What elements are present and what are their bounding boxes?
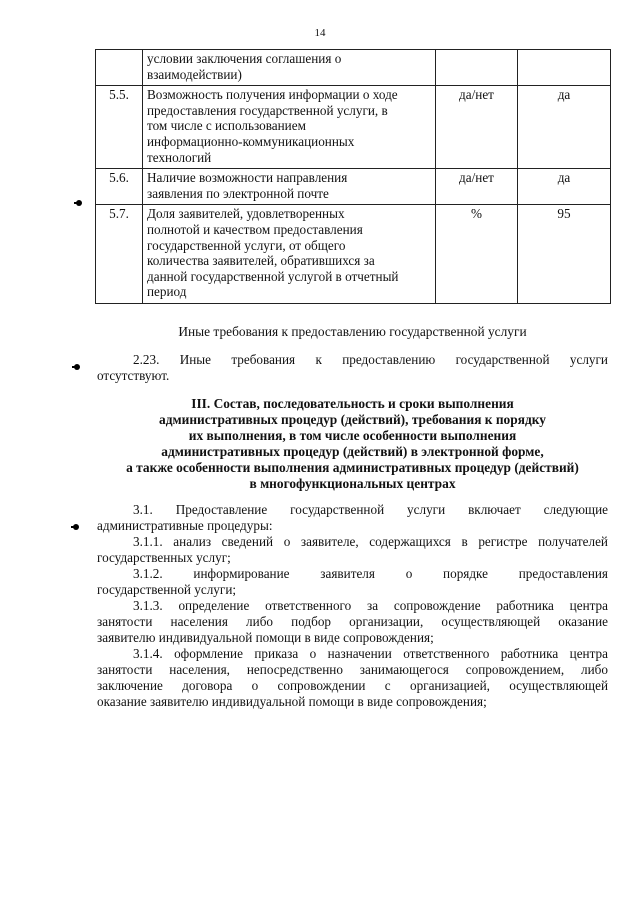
para-line: 3.1.1. анализ сведений о заявителе, содержащихся в регистре получателей	[133, 534, 608, 549]
section-title-line: административных процедур (действий), требования к порядку	[159, 412, 546, 427]
page-number: 14	[314, 27, 326, 39]
description-line: Возможность получения информации о ходе	[147, 87, 398, 103]
section-title	[95, 396, 610, 492]
row-description	[143, 169, 436, 205]
description-line: государственной услуги, от общего	[147, 237, 346, 253]
para-line: оказание заявителю индивидуальной помощи в виде сопровождения;	[97, 694, 487, 709]
section-title-line: III. Состав, последовательность и сроки выполнения	[191, 396, 514, 411]
description-line: заявления по электронной почте	[147, 185, 329, 201]
description-line: данной государственной услугой в отчетный	[147, 268, 399, 284]
row-number: 5.5.	[96, 86, 143, 169]
row-value	[518, 50, 611, 86]
paragraph-3-1	[97, 502, 608, 710]
margin-mark-3	[73, 524, 79, 530]
row-number: 5.6.	[96, 169, 143, 205]
para-line: заявителю индивидуальной помощи в виде сопровождения;	[97, 630, 434, 645]
para-line: занятости населения, непосредственно занимающегося сопровождением, либо	[97, 662, 608, 677]
para-line: заключение договора о сопровождении с организацией, осуществляющей	[97, 678, 608, 693]
row-number: 5.7.	[96, 205, 143, 304]
description-line: Наличие возможности направления	[147, 170, 348, 186]
para-line: административные процедуры:	[97, 518, 273, 533]
para-line: государственной услуги;	[97, 582, 237, 597]
row-unit: да/нет	[436, 86, 518, 169]
section-title-line: их выполнения, в том числе особенности выполнения	[188, 428, 517, 443]
table-row	[96, 169, 611, 205]
para-line: 3.1.2. информирование заявителя о порядке предоставления	[133, 566, 608, 581]
row-number	[96, 50, 143, 86]
requirements-table	[95, 49, 611, 304]
row-value: 95	[518, 205, 611, 304]
row-unit	[436, 50, 518, 86]
description-line: период	[147, 284, 187, 300]
description-line: информационно-коммуникационных	[147, 133, 355, 149]
description-line: Доля заявителей, удовлетворенных	[147, 206, 345, 222]
subheading: Иные требования к предоставлению государственной услуги	[178, 324, 527, 339]
row-value: да	[518, 169, 611, 205]
section-title-line: а также особенности выполнения административных процедур (действий)	[126, 460, 579, 475]
section-title-line: административных процедур (действий) в электронной форме,	[161, 444, 544, 459]
para-line: 3.1.4. оформление приказа о назначении ответственного работника центра	[133, 646, 608, 661]
para-line: государственных услуг;	[97, 550, 231, 565]
para-line: занятости населения либо подбор организации, осуществляющей оказание	[97, 614, 608, 629]
table-row	[96, 86, 611, 169]
para-line: отсутствуют.	[97, 368, 170, 383]
section-title-line: в многофункциональных центрах	[249, 476, 456, 491]
margin-mark-1	[76, 200, 82, 206]
description-line: количества заявителей, обратившихся за	[147, 253, 375, 269]
description-line: том числе с использованием	[147, 118, 306, 134]
description-line: предоставления государственной услуги, в	[147, 102, 388, 118]
paragraph-2-23	[97, 352, 608, 384]
table-row	[96, 50, 611, 86]
description-line: полнотой и качеством предоставления	[147, 221, 363, 237]
row-description	[143, 205, 436, 304]
description-line: взаимодействии)	[147, 66, 242, 82]
table-row	[96, 205, 611, 304]
row-value: да	[518, 86, 611, 169]
para-line: 3.1. Предоставление государственной услуги включает следующие	[133, 502, 608, 517]
description-line: технологий	[147, 149, 212, 165]
row-unit: да/нет	[436, 169, 518, 205]
description-line: условии заключения соглашения о	[147, 51, 342, 66]
row-description	[143, 86, 436, 169]
row-description	[143, 50, 436, 86]
row-unit: %	[436, 205, 518, 304]
margin-mark-2	[74, 364, 80, 370]
para-line: 3.1.3. определение ответственного за сопровождение работника центра	[133, 598, 608, 613]
para-line: 2.23. Иные требования к предоставлению государственной услуги	[133, 352, 608, 367]
